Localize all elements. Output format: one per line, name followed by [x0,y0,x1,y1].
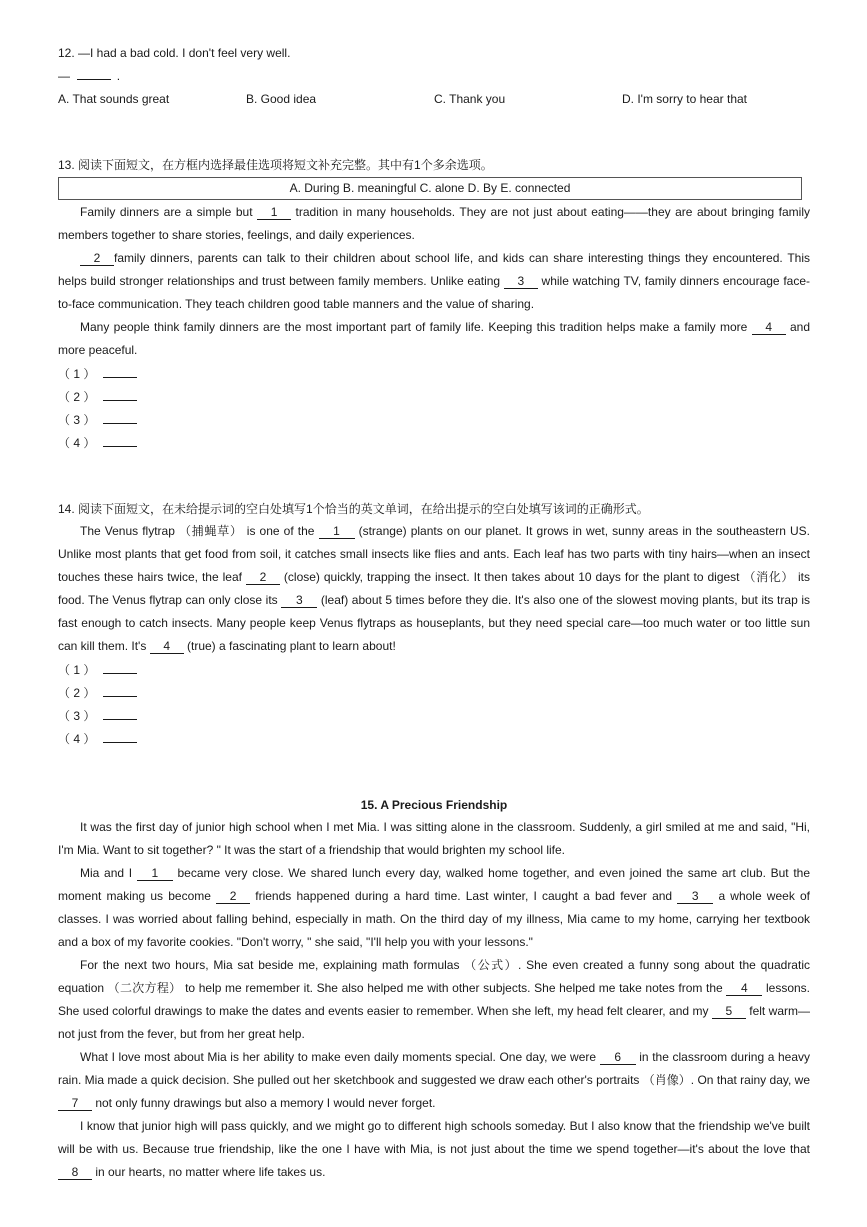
q12-stem: 12. —I had a bad cold. I don't feel very well. [58,46,291,60]
q15-p5-text-b: in our hearts, no matter where life takes us. [92,1165,326,1179]
q14-answer-3 [58,709,137,723]
q13-paragraph-2 [58,247,810,316]
q12-reply-dash: — [58,69,70,83]
q15-blank-3[interactable]: 3 [677,890,713,904]
q14-p1-text-e: (true) a fascinating plant to learn about! [183,639,396,653]
q13-p3-text-a: Many people think family dinners are the most important part of family life. Keeping this tradition helps make a family more [80,320,752,334]
q13-answer-4 [58,436,137,450]
q14-p1-text-c: (close) quickly, trapping the insect. It then takes about 10 days for the plant to digest （消化） its food. The Venus flytrap can only close its [58,570,810,607]
q15-p2-text-a: Mia and I [80,866,137,880]
q14-answer-4-blank[interactable] [103,732,137,743]
q14-answer-4 [58,732,137,746]
q15-paragraph-5 [58,1115,810,1184]
q12-option-b[interactable]: B. Good idea [246,92,317,106]
q14-p1-text-a: The Venus flytrap （捕蝇草） is one of the [80,524,319,538]
q12-answer-blank[interactable] [77,79,111,80]
q15-blank-2[interactable]: 2 [216,890,250,904]
q13-blank-4[interactable]: 4 [752,321,786,335]
q13-answer-1-blank[interactable] [103,367,137,378]
q15-paragraph-4 [58,1046,810,1115]
q15-blank-1[interactable]: 1 [137,867,173,881]
q15-blank-6[interactable]: 6 [600,1051,636,1065]
q12-options [58,92,810,106]
q15-paragraph-3 [58,954,810,1046]
q13-p3-text-b: and more peaceful. [58,320,810,357]
q13-paragraph-3 [58,316,810,362]
q15-blank-4[interactable]: 4 [726,982,762,996]
q14-answer-2 [58,686,137,700]
q14-answer-2-label: （ 2 ） [58,686,96,700]
q15-p4-text-b: in the classroom during a heavy rain. Mia made a quick decision. She pulled out her sketchbook and suggested we draw each other's portraits （肖像）. On that rainy day, we [58,1050,811,1087]
q13-blank-2[interactable]: 2 [80,252,114,266]
q14-answer-4-label: （ 4 ） [58,732,96,746]
q13-paragraph-1 [58,201,810,247]
q13-p2-text-b: family dinners, parents can talk to their children about school life, and kids can share interesting things they encountered. This helps build stronger relationships and trust between family members. Unlike eating [58,251,810,288]
q15-p5-text-a: I know that junior high will pass quickly, and we might go to different high schools someday. But I also know that the friendship we've built will be with us. Because true friendship, like the one I have with Mia, is not just about the time we spend together—it's about the love that [58,1119,810,1156]
q13-answer-4-blank[interactable] [103,436,137,447]
q15-p4-text-c: not only funny drawings but also a memory I would never forget. [92,1096,436,1110]
q13-answer-2 [58,390,137,404]
q15-p2-text-c: friends happened during a hard time. Last winter, I caught a bad fever and [250,889,678,903]
q14-blank-1[interactable]: 1 [319,525,355,539]
q13-answer-1-label: （ 1 ） [58,367,96,381]
q14-answer-1-label: （ 1 ） [58,663,96,677]
q14-answer-3-blank[interactable] [103,709,137,720]
q12-reply [58,69,120,83]
q13-p1-text-a: Family dinners are a simple but [80,205,258,219]
q13-answer-3-blank[interactable] [103,413,137,424]
q14-blank-3[interactable]: 3 [281,594,317,608]
q14-answer-1-blank[interactable] [103,663,137,674]
q14-p1-text-d: (leaf) about 5 times before they die. It's also one of the slowest moving plants, but its trap is fast enough to catch insects. Many people keep Venus flytraps as houseplants, but they need special care—too much water or too little sun can kill them. It's [58,593,810,653]
q13-answer-3-label: （ 3 ） [58,413,96,427]
q15-p3-text-b: lessons. She used colorful drawings to make the dates and events easier to remember. When she left, my head felt clearer, and my [58,981,810,1018]
q14-paragraph-1 [58,520,810,658]
q13-answer-1 [58,367,137,381]
q14-p1-text-b: (strange) plants on our planet. It grows in wet, sunny areas in the southeastern US. Unlike most plants that get food from soil, it catches small insects like flies and ants. Each leaf has two parts with tiny hairs—when an insect touches these hairs twice, the leaf [58,524,810,584]
q13-answer-4-label: （ 4 ） [58,436,96,450]
q15-p3-text-a: For the next two hours, Mia sat beside me, explaining math formulas （公式）. She even created a funny song about the quadratic equation （二次方程） to help me remember it. She also helped me with other subjects. She helped me take notes from the [58,958,810,995]
q13-p1-text-b: tradition in many households. They are not just about eating——they are about bringing family members together to share stories, feelings, and daily experiences. [58,205,810,242]
q14-answer-1 [58,663,137,677]
q12-option-a[interactable]: A. That sounds great [58,92,170,106]
q13-answer-3 [58,413,137,427]
q15-p2-text-b: became very close. We shared lunch every day, walked home together, and even joined the same art club. But the moment making us become [58,866,810,903]
q15-blank-5[interactable]: 5 [712,1005,746,1019]
q14-blank-4[interactable]: 4 [150,640,184,654]
q15-title: 15. A Precious Friendship [360,798,508,812]
q13-blank-3[interactable]: 3 [504,275,538,289]
q15-p2-text-d: a whole week of classes. I was worried about falling behind, especially in math. On the third day of my illness, Mia came to my home, carrying her textbook and a box of my favorite cookies. "Don't worry, " she said, "I'll help you with your lessons." [58,889,811,949]
q14-answer-2-blank[interactable] [103,686,137,697]
q13-blank-1[interactable]: 1 [257,206,291,220]
q13-instruction: 13. 阅读下面短文，在方框内选择最佳选项将短文补充完整。其中有1个多余选项。 [58,158,493,172]
q13-answer-2-label: （ 2 ） [58,390,96,404]
q13-option-box: A. During B. meaningful C. alone D. By E. connected [58,177,802,200]
q12-option-d[interactable]: D. I'm sorry to hear that [622,92,747,106]
q15-p4-text-a: What I love most about Mia is her ability to make even daily moments special. One day, we were [80,1050,600,1064]
q15-paragraph-1: It was the first day of junior high school when I met Mia. I was sitting alone in the classroom. Suddenly, a girl smiled at me and said, "Hi, I'm Mia. Want to sit together? " It was the start of a friendship that would brighten my school life. [58,820,810,857]
q13-p2-text-c: while watching TV, family dinners encourage face-to-face communication. They teach children good table manners and the value of sharing. [58,274,810,311]
q15-blank-7[interactable]: 7 [58,1097,92,1111]
q13-answer-2-blank[interactable] [103,390,137,401]
q14-blank-2[interactable]: 2 [246,571,280,585]
q14-answer-3-label: （ 3 ） [58,709,96,723]
q15-blank-8[interactable]: 8 [58,1166,92,1180]
q15-p3-text-c: felt warm—not just from the fever, but from her great help. [58,1004,811,1041]
q15-paragraph-2 [58,862,810,954]
q12-option-c[interactable]: C. Thank you [434,92,506,106]
q14-instruction: 14. 阅读下面短文，在未给提示词的空白处填写1个恰当的英文单词，在给出提示的空白处填写该词的正确形式。 [58,502,649,516]
q12-reply-end: . [116,69,121,83]
